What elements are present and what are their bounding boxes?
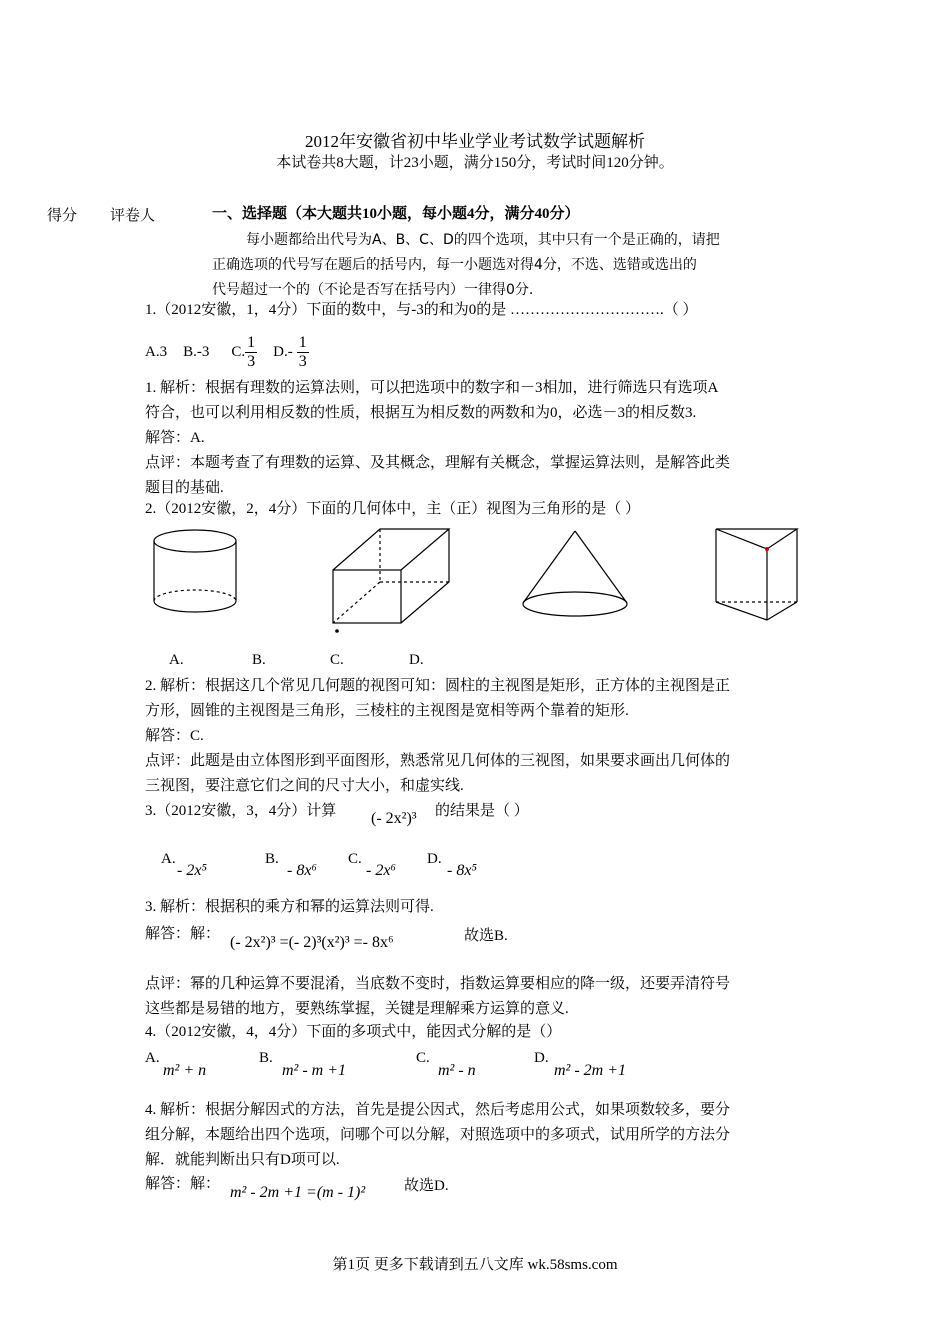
q2-stem: 2.（2012安徽，2，4分）下面的几何体中，主（正）视图为三角形的是（ ） xyxy=(145,501,641,517)
q4-stem: 4.（2012安徽，4，4分）下面的多项式中，能因式分解的是（） xyxy=(145,1024,562,1040)
comment-line: 点评：本题考查了有理数的运算、及其概念，理解有关概念，掌握运算法则，是解答此类 xyxy=(145,455,731,471)
q2-analysis xyxy=(145,674,730,799)
q3-option-c-expr: - 2x⁶ xyxy=(366,862,396,879)
q1-option-c: C. xyxy=(231,344,246,360)
q3-answer-suffix: 故选B. xyxy=(464,928,508,944)
instruction-line: 代号超过一个的（不论是否写在括号内）一律得0分. xyxy=(212,282,534,298)
comment-line: 三视图，要注意它们之间的尺寸大小，和虚实线. xyxy=(145,778,464,794)
q4-option-d-label: D. xyxy=(534,1050,549,1066)
q2-answer: 解答：C. xyxy=(145,728,204,744)
instruction-line: 每小题都给出代号为A、B、C、D的四个选项，其中只有一个是正确的，请把 xyxy=(246,232,720,248)
q4-answer-suffix: 故选D. xyxy=(404,1178,449,1194)
analysis-line: 组分解，本题给出四个选项，问哪个可以分解，对照选项中的多项式，试用所学的方法分 xyxy=(145,1127,731,1143)
q2-label-a: A. xyxy=(169,652,184,668)
q3-option-a-expr: - 2x⁵ xyxy=(177,862,207,879)
instruction-line: 正确选项的代号写在题后的括号内，每一小题选对得4分，不选、选错或选出的 xyxy=(212,257,697,273)
score-label: 得分 xyxy=(47,208,78,224)
q1-option-b: B.-3 xyxy=(183,344,210,360)
q2-label-b: B. xyxy=(252,652,266,668)
q4-option-d-expr: m² - 2m +1 xyxy=(554,1062,627,1079)
cuboid-icon xyxy=(333,529,449,632)
page-subtitle: 本试卷共8大题，计23小题，满分150分，考试时间120分钟。 xyxy=(276,155,674,171)
q4-option-c-expr: m² - n xyxy=(438,1062,476,1079)
analysis-line: 方形，圆锥的主视图是三角形，三棱柱的主视图是宽相等两个靠着的矩形. xyxy=(145,703,629,719)
q4-option-b-label: B. xyxy=(259,1050,273,1066)
q4-option-c-label: C. xyxy=(416,1050,430,1066)
cone-icon xyxy=(523,531,627,616)
page-footer: 第1页 更多下载请到五八文库 wk.58sms.com xyxy=(332,1257,618,1273)
q1-option-d: D.- xyxy=(273,344,293,360)
q3-option-b-expr: - 8x⁶ xyxy=(287,862,317,879)
q3-analysis: 3. 解析：根据积的乘方和幂的运算法则可得. xyxy=(145,899,434,915)
q3-option-d-expr: - 8x⁵ xyxy=(447,862,477,879)
analysis-line: 符合，也可以利用相反数的性质，根据互为相反数的两数和为0，必选－3的相反数3. xyxy=(145,405,697,421)
q4-answer-expr: m² - 2m +1 =(m - 1)² xyxy=(230,1184,366,1201)
q3-expression: (- 2x²)³ xyxy=(371,810,417,827)
analysis-line: 4. 解析：根据分解因式的方法，首先是提公因式，然后考虑用公式，如果项数较多，要分 xyxy=(145,1102,731,1118)
page-title: 2012年安徽省初中毕业学业考试数学试题解析 xyxy=(305,132,645,151)
q3-stem-prefix: 3.（2012安徽，3，4分）计算 xyxy=(145,803,337,819)
analysis-line: 1. 解析：根据有理数的运算法则，可以把选项中的数字和－3相加，进行筛选只有选项A xyxy=(145,380,719,396)
q2-label-c: C. xyxy=(330,652,344,668)
q3-option-a-label: A. xyxy=(161,851,176,867)
analysis-line: 解．就能判断出只有D项可以. xyxy=(145,1152,340,1168)
q3-answer-prefix: 解答：解： xyxy=(145,926,221,942)
comment-line: 这些都是易错的地方，要熟练掌握，关键是理解乘方运算的意义. xyxy=(145,1001,569,1017)
q1-option-a: A.3 xyxy=(145,344,168,360)
q1-stem: 1.（2012安徽，1，4分）下面的数中，与-3的和为0的是 ………………………….（ ） xyxy=(145,302,698,318)
q1-option-d-fraction: $\frac{1}{3}$ xyxy=(298,333,307,370)
q2-label-d: D. xyxy=(409,652,424,668)
q3-comment xyxy=(145,972,730,1022)
q3-stem-suffix: 的结果是（ ） xyxy=(435,803,529,819)
q4-option-b-expr: m² - m +1 xyxy=(282,1062,347,1079)
comment-line: 点评：幂的几种运算不要混淆，当底数不变时，指数运算要相应的降一级，还要弄清符号 xyxy=(145,976,731,992)
cylinder-icon xyxy=(154,530,236,612)
q4-analysis xyxy=(145,1098,730,1173)
q3-answer-expr: (- 2x²)³ =(- 2)³(x²)³ =- 8x⁶ xyxy=(230,934,394,951)
q1-answer: 解答：A. xyxy=(145,430,205,446)
q3-option-b-label: B. xyxy=(265,851,279,867)
q3-option-d-label: D. xyxy=(427,851,442,867)
q1-option-c-fraction: $\frac{1}{3}$ xyxy=(247,333,256,370)
q3-option-c-label: C. xyxy=(348,851,362,867)
q4-option-a-expr: m² + n xyxy=(163,1062,207,1079)
q4-answer-prefix: 解答：解： xyxy=(145,1176,221,1192)
analysis-line: 2. 解析：根据这几个常见几何题的视图可知：圆柱的主视图是矩形，正方体的主视图是正 xyxy=(145,678,731,694)
comment-line: 题目的基础. xyxy=(145,480,224,496)
grader-label: 评卷人 xyxy=(110,208,156,224)
q4-option-a-label: A. xyxy=(145,1050,160,1066)
triangular-prism-icon xyxy=(716,529,797,620)
section-heading: 一、选择题（本大题共10小题，每小题4分，满分40分） xyxy=(212,206,580,222)
comment-line: 点评：此题是由立体图形到平面图形，熟悉常见几何体的三视图，如果要求画出几何体的 xyxy=(145,753,731,769)
